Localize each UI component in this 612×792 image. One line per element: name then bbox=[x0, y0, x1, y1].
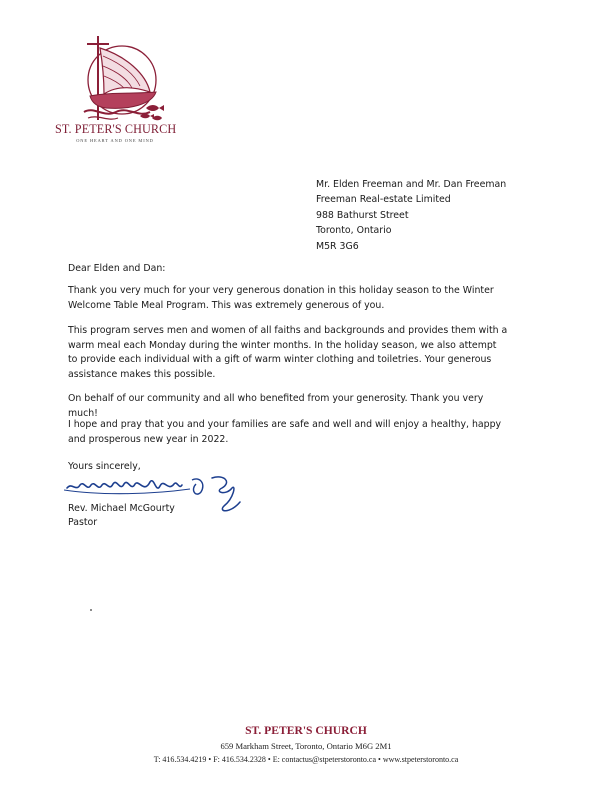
footer-church-name: ST. PETER'S CHURCH bbox=[245, 724, 367, 737]
recipient-line: M5R 3G6 bbox=[316, 240, 359, 252]
recipient-line: Toronto, Ontario bbox=[316, 225, 392, 237]
letter-paragraph: On behalf of our community and all who benefited from your generosity. Thank you very much! bbox=[68, 393, 484, 419]
cross-ship-logo-icon bbox=[70, 30, 170, 122]
church-tagline: ONE HEART AND ONE MIND bbox=[76, 138, 154, 143]
footer-contact: T: 416.534.4219 • F: 416.534.2328 • E: contactus@stpeterstoronto.ca • www.stpeterstoronto.ca bbox=[153, 755, 459, 764]
closing: Yours sincerely, bbox=[68, 461, 141, 472]
recipient-line: 988 Bathurst Street bbox=[316, 209, 409, 221]
stray-mark bbox=[90, 609, 92, 611]
recipient-line: Freeman Real-estate Limited bbox=[316, 194, 451, 206]
church-name: ST. PETER'S CHURCH bbox=[55, 122, 177, 136]
footer-address: 659 Markham Street, Toronto, Ontario M6G 2M1 bbox=[220, 741, 392, 751]
recipient-address bbox=[316, 177, 506, 254]
signer-title: Pastor bbox=[68, 517, 98, 528]
letter-paragraph: Thank you very much for your very generous donation in this holiday season to the Winter Welcome Table Meal Program. This was extremely generous of you. bbox=[68, 285, 494, 311]
salutation: Dear Elden and Dan: bbox=[68, 263, 166, 274]
signer-name: Rev. Michael McGourty bbox=[68, 503, 175, 514]
church-logo bbox=[60, 30, 180, 122]
letter-paragraph: This program serves men and women of all faiths and backgrounds and provides them with a warm meal each Monday during the winter months. In the holiday season, we also attempt to provide each individual with a gift of warm winter clothing and toiletries. Your generous assistance makes this possible. bbox=[68, 325, 508, 380]
recipient-line: Mr. Elden Freeman and Mr. Dan Freeman bbox=[316, 179, 507, 190]
letter-paragraph: I hope and pray that you and your families are safe and well and will enjoy a healthy, happy and prosperous new year in 2022. bbox=[68, 419, 502, 445]
